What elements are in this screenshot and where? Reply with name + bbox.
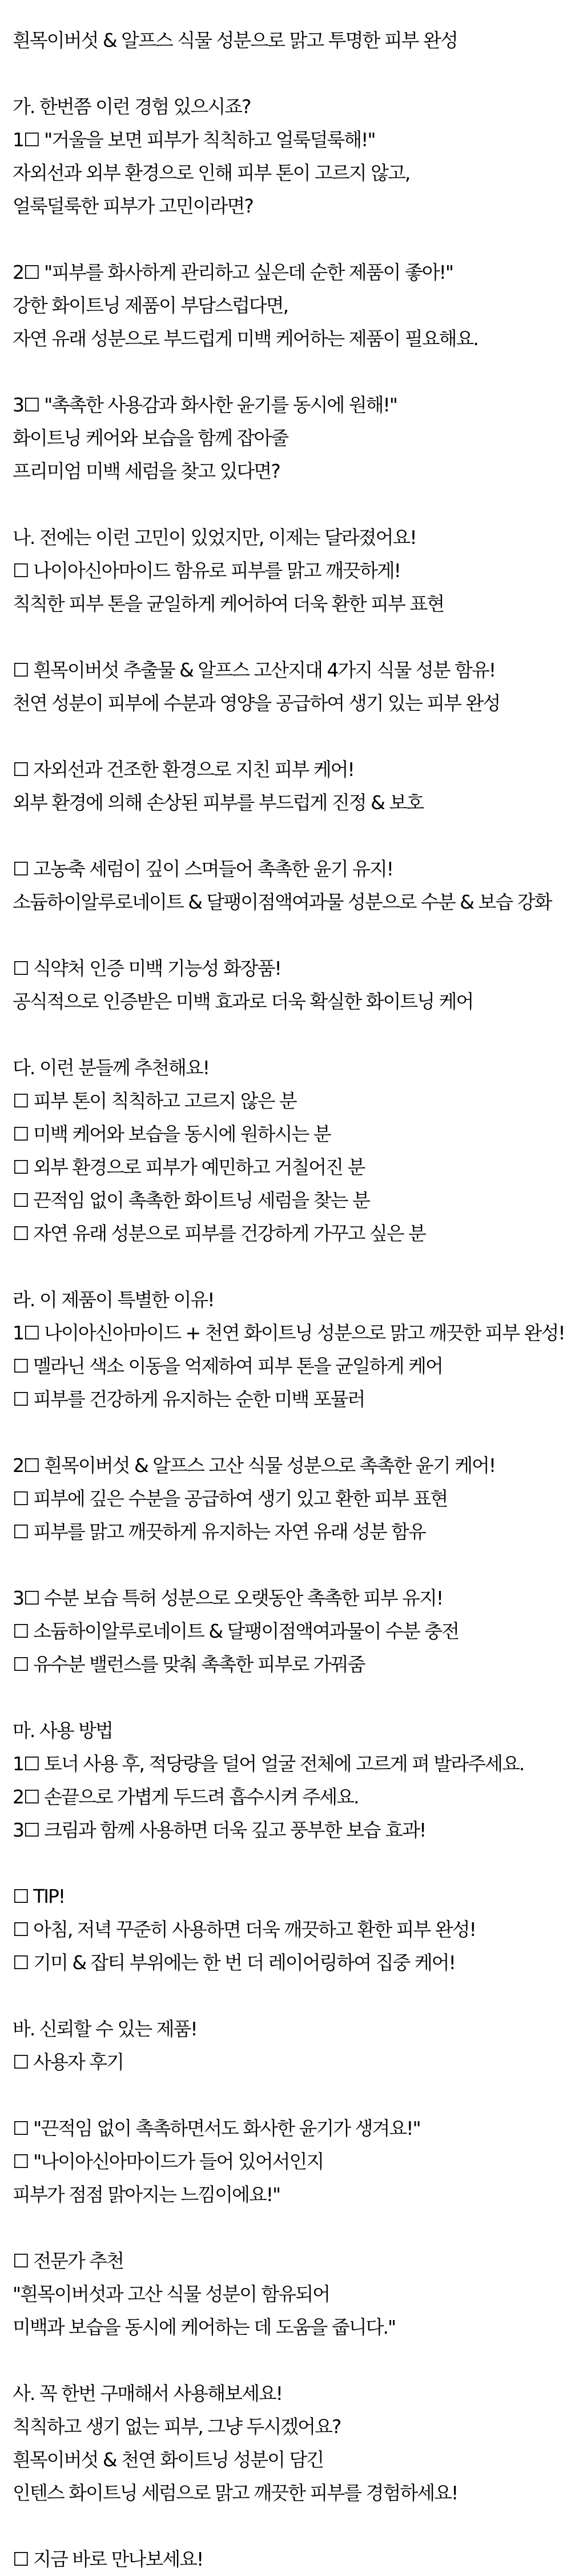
blank-line xyxy=(13,1979,571,2013)
text-line: 칙칙하고 생기 없는 피부, 그냥 두시겠어요? xyxy=(13,2415,341,2438)
blank-line xyxy=(13,720,571,753)
text-line: ☐ 흰목이버섯 추출물 & 알프스 고산지대 4가지 식물 성분 함유! xyxy=(13,659,496,681)
text-line: 1☐ "거울을 보면 피부가 칙칙하고 얼룩덜룩해!" xyxy=(13,129,375,151)
blank-line xyxy=(13,1018,571,1051)
text-line: ☐ 고농축 세럼이 깊이 스며들어 촉촉한 윤기 유지! xyxy=(13,858,393,880)
text-line: 1☐ 나이아신아마이드 + 천연 화이트닝 성분으로 맑고 깨끗한 피부 완성! xyxy=(13,1322,565,1344)
text-line: 피부가 점점 맑아지는 느낌이에요!" xyxy=(13,2183,280,2206)
text-line: 사. 꼭 한번 구매해서 사용해보세요! xyxy=(13,2382,282,2405)
text-line: 강한 화이트닝 제품이 부담스럽다면, xyxy=(13,294,288,317)
text-line: 2☐ 손끝으로 가볍게 두드려 흡수시켜 주세요. xyxy=(13,1786,359,1808)
text-line: ☐ "끈적임 없이 촉촉하면서도 화사한 윤기가 생겨요!" xyxy=(13,2117,420,2139)
text-line: 3☐ "촉촉한 사용감과 화사한 윤기를 동시에 원해!" xyxy=(13,394,397,416)
text-line: ☐ 지금 바로 만나보세요! xyxy=(13,2548,203,2570)
text-line: 2☐ 흰목이버섯 & 알프스 고산 식물 성분으로 촉촉한 윤기 케어! xyxy=(13,1454,496,1477)
text-line: 칙칙한 피부 톤을 균일하게 케어하여 더욱 환한 피부 표현 xyxy=(13,593,444,615)
text-line: 1☐ 토너 사용 후, 적당량을 덜어 얼굴 전체에 고르게 펴 발라주세요. xyxy=(13,1753,524,1775)
blank-line xyxy=(13,2344,571,2377)
blank-line xyxy=(13,355,571,389)
text-line: ☐ 전문가 추천 xyxy=(13,2250,123,2272)
text-line: ☐ 기미 & 잡티 부위에는 한 번 더 레이어링하여 집중 케어! xyxy=(13,1951,455,1974)
text-line: ☐ 피부를 맑고 깨끗하게 유지하는 자연 유래 성분 함유 xyxy=(13,1521,425,1543)
text-line: 화이트닝 케어와 보습을 함께 잡아줄 xyxy=(13,427,288,449)
text-line: 라. 이 제품이 특별한 이유! xyxy=(13,1289,214,1311)
text-line: ☐ TIP! xyxy=(13,1885,65,1907)
text-line: 천연 성분이 피부에 수분과 영양을 공급하여 생기 있는 피부 완성 xyxy=(13,692,500,714)
text-line: 얼룩덜룩한 피부가 고민이라면? xyxy=(13,195,253,217)
blank-line xyxy=(13,488,571,521)
text-line: ☐ 피부를 건강하게 유지하는 순한 미백 포뮬러 xyxy=(13,1388,365,1410)
text-line: ☐ 자외선과 건조한 환경으로 지친 피부 케어! xyxy=(13,758,354,781)
blank-line xyxy=(13,621,571,654)
text-line: 흰목이버섯 & 천연 화이트닝 성분이 담긴 xyxy=(13,2449,324,2471)
blank-line xyxy=(13,2510,571,2543)
text-line: 미백과 보습을 동시에 케어하는 데 도움을 줍니다." xyxy=(13,2316,396,2338)
text-line: ☐ 멜라닌 색소 이동을 억제하여 피부 톤을 균일하게 케어 xyxy=(13,1355,443,1377)
text-line: ☐ 자연 유래 성분으로 피부를 건강하게 가꾸고 싶은 분 xyxy=(13,1222,425,1245)
text-line: ☐ 피부 톤이 칙칙하고 고르지 않은 분 xyxy=(13,1090,296,1112)
text-line: 흰목이버섯 & 알프스 식물 성분으로 맑고 투명한 피부 완성 xyxy=(13,29,457,51)
text-line: 자연 유래 성분으로 부드럽게 미백 케어하는 제품이 필요해요. xyxy=(13,327,478,350)
text-line: 다. 이런 분들께 추천해요! xyxy=(13,1057,209,1079)
blank-line xyxy=(13,1847,571,1880)
text-line: 외부 환경에 의해 손상된 피부를 부드럽게 진정 & 보호 xyxy=(13,791,424,814)
text-line: ☐ 나이아신아마이드 함유로 피부를 맑고 깨끗하게! xyxy=(13,559,400,582)
text-line: 3☐ 크림과 함께 사용하면 더욱 깊고 풍부한 보습 효과! xyxy=(13,1819,426,1841)
text-line: ☐ 미백 케어와 보습을 동시에 원하시는 분 xyxy=(13,1123,331,1145)
text-line: 소듐하이알루로네이트 & 달팽이점액여과물 성분으로 수분 & 보습 강화 xyxy=(13,891,552,913)
blank-line xyxy=(13,1681,571,1714)
text-line: ☐ "나이아신아마이드가 들어 있어서인지 xyxy=(13,2150,324,2173)
text-line: ☐ 식약처 인증 미백 기능성 화장품! xyxy=(13,957,281,979)
text-line: 2☐ "피부를 화사하게 관리하고 싶은데 순한 제품이 좋아!" xyxy=(13,261,453,283)
blank-line xyxy=(13,2211,571,2245)
text-line: 가. 한번쯤 이런 경험 있으시죠? xyxy=(13,95,251,118)
text-line: "흰목이버섯과 고산 식물 성분이 함유되어 xyxy=(13,2283,330,2305)
text-line: ☐ 소듐하이알루로네이트 & 달팽이점액여과물이 수분 충전 xyxy=(13,1620,459,1642)
text-line: 3☐ 수분 보습 특허 성분으로 오랫동안 촉촉한 피부 유지! xyxy=(13,1587,443,1609)
blank-line xyxy=(13,919,571,952)
text-line: ☐ 피부에 깊은 수분을 공급하여 생기 있고 환한 피부 표현 xyxy=(13,1487,448,1510)
blank-line xyxy=(13,1416,571,1449)
blank-line xyxy=(13,819,571,853)
text-line: 마. 사용 방법 xyxy=(13,1719,112,1742)
text-line: ☐ 유수분 밸런스를 맞춰 촉촉한 피부로 가꿔줌 xyxy=(13,1653,365,1675)
text-line: 나. 전에는 이런 고민이 있었지만, 이제는 달라졌어요! xyxy=(13,526,416,549)
text-line: 자외선과 외부 환경으로 인해 피부 톤이 고르지 않고, xyxy=(13,162,410,184)
text-line: ☐ 외부 환경으로 피부가 예민하고 거칠어진 분 xyxy=(13,1156,365,1178)
blank-line xyxy=(13,2079,571,2112)
blank-line xyxy=(13,1250,571,1283)
blank-line xyxy=(13,223,571,256)
text-line: ☐ 사용자 후기 xyxy=(13,2051,123,2073)
text-line: 인텐스 화이트닝 세럼으로 맑고 깨끗한 피부를 경험하세요! xyxy=(13,2482,458,2504)
text-line: 프리미엄 미백 세럼을 찾고 있다면? xyxy=(13,460,280,482)
text-line: ☐ 끈적임 없이 촉촉한 화이트닝 세럼을 찾는 분 xyxy=(13,1189,369,1211)
blank-line xyxy=(13,57,571,90)
text-line: 공식적으로 인증받은 미백 효과로 더욱 확실한 화이트닝 케어 xyxy=(13,990,473,1013)
text-line: ☐ 아침, 저녁 꾸준히 사용하면 더욱 깨끗하고 환한 피부 완성! xyxy=(13,1918,476,1941)
text-line: 바. 신뢰할 수 있는 제품! xyxy=(13,2018,197,2040)
blank-line xyxy=(13,1549,571,1582)
